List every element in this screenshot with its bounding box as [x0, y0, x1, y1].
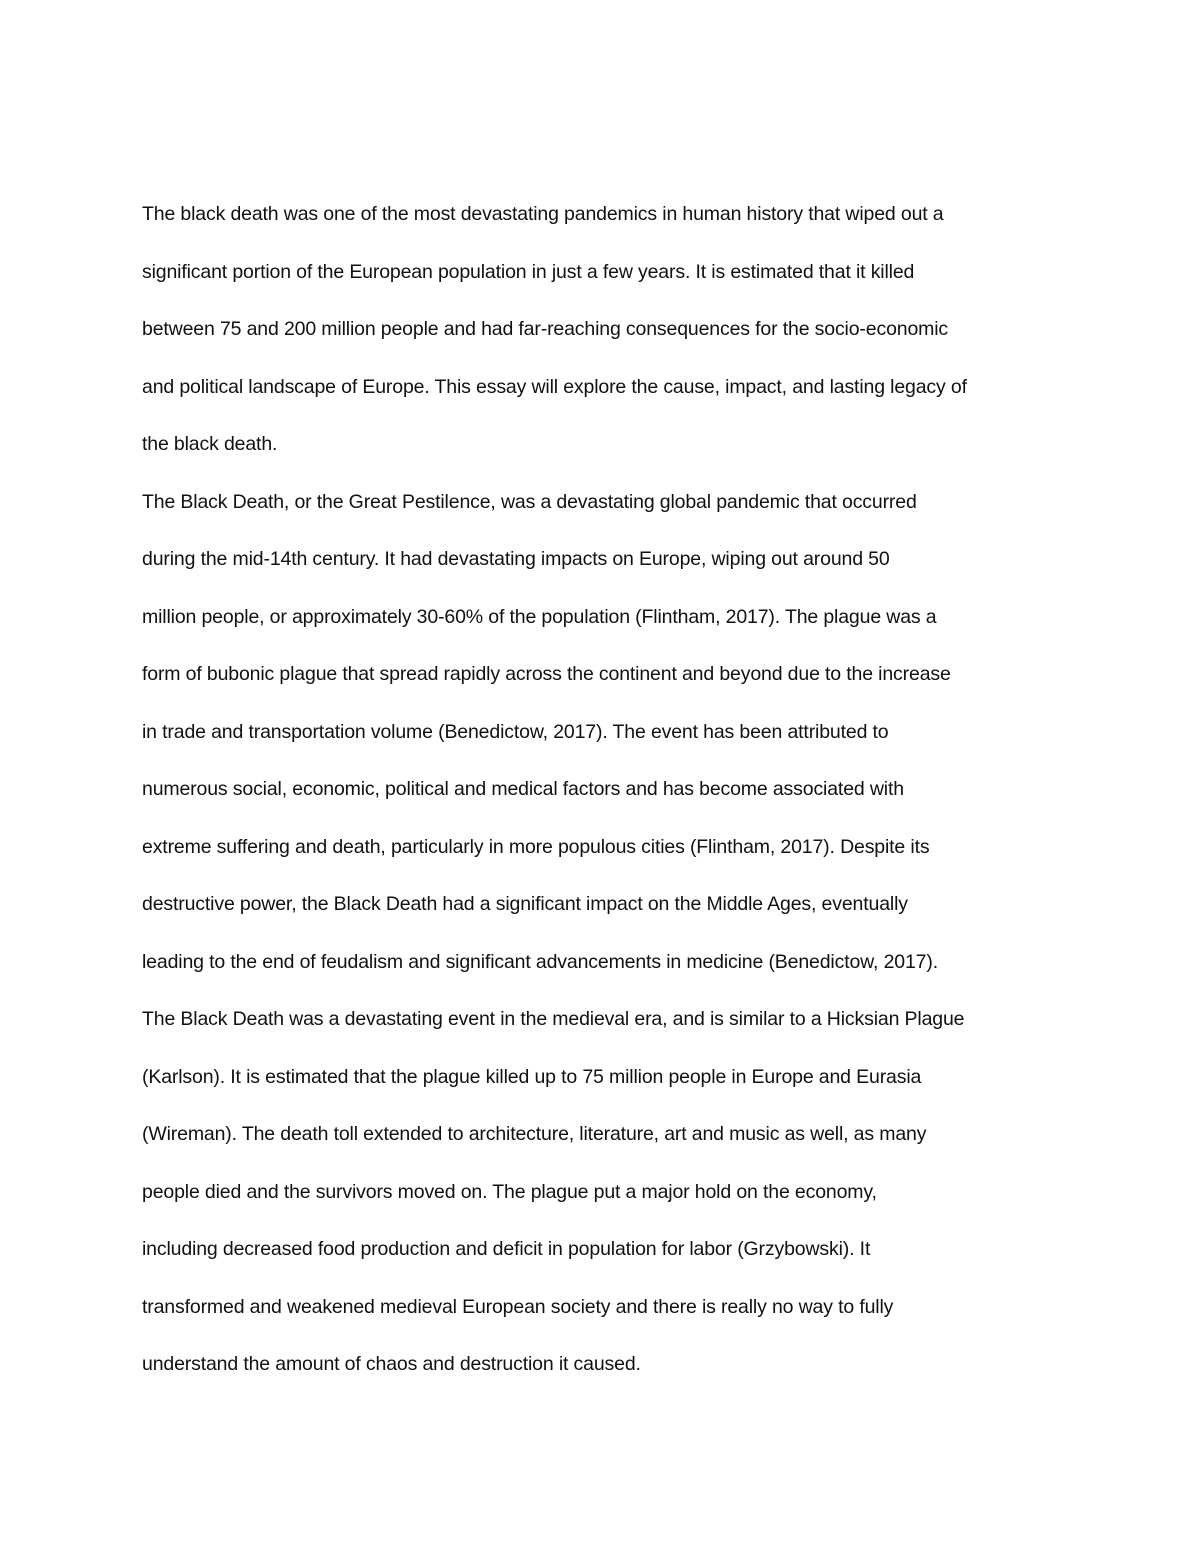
text-line-4: and political landscape of Europe. This essay will explore the cause, impact, and lasting legacy of — [142, 375, 967, 398]
text-line-1: The black death was one of the most devastating pandemics in human history that wiped out a — [142, 203, 944, 225]
text-line-9: form of bubonic plague that spread rapidly across the continent and beyond due to the increase — [142, 663, 951, 685]
text-line-8: million people, or approximately 30-60% of the population (Flintham, 2017). The plague was a — [142, 605, 937, 628]
text-line-2: significant portion of the European population in just a few years. It is estimated that it killed — [142, 260, 915, 283]
text-line-7: during the mid-14th century. It had devastating impacts on Europe, wiping out around 50 — [142, 548, 890, 570]
text-line-12: extreme suffering and death, particularly in more populous cities (Flintham, 2017). Despite its — [142, 835, 930, 858]
text-line-17: (Wireman). The death toll extended to architecture, literature, art and music as well, as many — [142, 1123, 927, 1145]
text-line-21: understand the amount of chaos and destruction it caused. — [142, 1353, 641, 1375]
text-line-14: leading to the end of feudalism and significant advancements in medicine (Benedictow, 2017). — [142, 950, 938, 973]
text-line-3: between 75 and 200 million people and had far-reaching consequences for the socio-economic — [142, 318, 949, 340]
text-line-15: The Black Death was a devastating event in the medieval era, and is similar to a Hicksian Plague — [142, 1008, 965, 1030]
text-line-16: (Karlson). It is estimated that the plague killed up to 75 million people in Europe and Eurasia — [142, 1065, 922, 1088]
text-line-20: transformed and weakened medieval European society and there is really no way to fully — [142, 1295, 894, 1318]
text-line-19: including decreased food production and deficit in population for labor (Grzybowski). It — [142, 1238, 871, 1260]
text-line-5: the black death. — [142, 433, 278, 455]
text-line-6: The Black Death, or the Great Pestilence, was a devastating global pandemic that occurred — [142, 490, 917, 513]
text-line-11: numerous social, economic, political and medical factors and has become associated with — [142, 778, 904, 800]
essay-body — [142, 186, 1062, 1394]
text-line-13: destructive power, the Black Death had a significant impact on the Middle Ages, eventually — [142, 893, 908, 915]
text-line-10: in trade and transportation volume (Benedictow, 2017). The event has been attributed to — [142, 720, 889, 743]
text-line-18: people died and the survivors moved on. The plague put a major hold on the economy, — [142, 1180, 877, 1203]
